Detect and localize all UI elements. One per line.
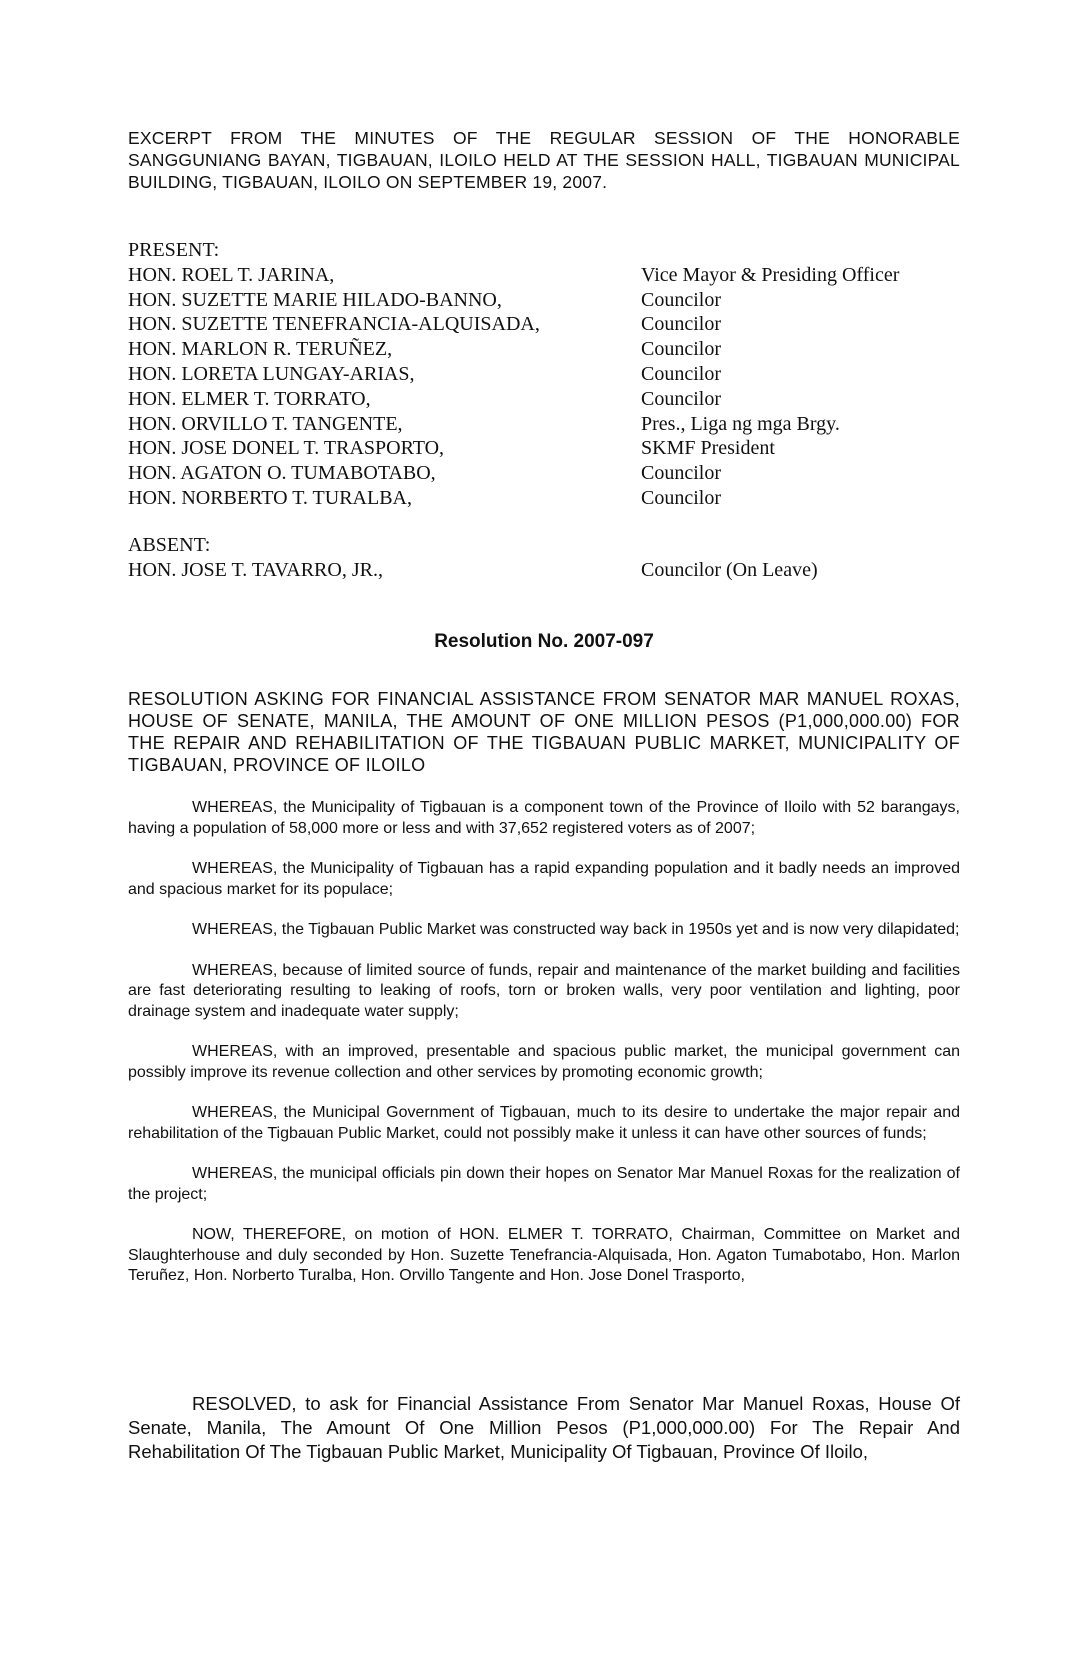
- absentee-name: HON. JOSE T. TAVARRO, JR.,: [128, 558, 383, 581]
- attendee-position: Vice Mayor & Presiding Officer: [641, 263, 900, 286]
- resolution-number: Resolution No. 2007-097: [434, 631, 654, 652]
- whereas-paragraph: WHEREAS, the Municipality of Tigbauan has a rapid expanding population and it badly needs an improved and spacious market for its populace;: [128, 860, 960, 898]
- attendee-row: [128, 461, 899, 486]
- whereas-paragraph: WHEREAS, the municipal officials pin down their hopes on Senator Mar Manuel Roxas for the realization of the project;: [128, 1165, 960, 1203]
- attendee-name: HON. NORBERTO T. TURALBA,: [128, 486, 413, 509]
- attendee-position: Councilor: [641, 338, 721, 361]
- whereas-paragraph: WHEREAS, the Municipality of Tigbauan is a component town of the Province of Iloilo with 52 barangays, having a population of 58,000 more or less and with 37,652 registered voters as of 2007;: [128, 799, 960, 837]
- attendee-position: Pres., Liga ng mga Brgy.: [641, 412, 840, 435]
- absentee-position: Councilor (On Leave): [641, 558, 818, 581]
- attendee-position: Councilor: [641, 313, 721, 336]
- absent-list: [128, 533, 818, 583]
- present-list: [128, 238, 899, 511]
- attendee-row: [128, 412, 899, 437]
- attendee-name: HON. ROEL T. JARINA,: [128, 263, 335, 286]
- attendee-row: [128, 486, 899, 511]
- whereas-paragraph: WHEREAS, with an improved, presentable and spacious public market, the municipal government can possibly improve its revenue collection and other services by promoting economic growth;: [128, 1043, 960, 1081]
- whereas-paragraph: WHEREAS, the Municipal Government of Tigbauan, much to its desire to undertake the major repair and rehabilitation of the Tigbauan Public Market, could not possibly make it unless it can have other sources of funds;: [128, 1104, 960, 1142]
- absent-label: ABSENT:: [128, 534, 211, 556]
- attendee-row: [128, 337, 899, 362]
- attendee-name: HON. MARLON R. TERUÑEZ,: [128, 338, 393, 361]
- whereas-paragraph: WHEREAS, because of limited source of funds, repair and maintenance of the market building and facilities are fast deteriorating resulting to leaking of roofs, torn or broken walls, very poor ventilation and lighting, poor drainage system and inadequate water supply;: [128, 961, 960, 1020]
- attendee-row: [128, 263, 899, 288]
- attendee-name: HON. LORETA LUNGAY-ARIAS,: [128, 362, 415, 385]
- attendee-name: HON. ORVILLO T. TANGENTE,: [128, 412, 403, 435]
- attendee-position: Councilor: [641, 362, 721, 385]
- motion-paragraph: NOW, THEREFORE, on motion of HON. ELMER T. TORRATO, Chairman, Committee on Market and Slaughterhouse and duly seconded by Hon. Suzette Tenefrancia-Alquisada, Hon. Agaton Tumabotabo, Hon. Marlon Teruñez, Hon. Norberto Turalba, Hon. Orvillo Tangente and Hon. Jose Donel Trasporto,: [128, 1226, 960, 1284]
- attendee-row: [128, 436, 899, 461]
- attendee-position: Councilor: [641, 486, 721, 509]
- minutes-heading: EXCERPT FROM THE MINUTES OF THE REGULAR SESSION OF THE HONORABLE SANGGUNIANG BAYAN, TIGBAUAN, ILOILO HELD AT THE SESSION HALL, TIGBAUAN MUNICIPAL BUILDING, TIGBAUAN, ILOILO ON SEPTEMBER 19, 2007.: [128, 128, 960, 192]
- attendee-name: HON. AGATON O. TUMABOTABO,: [128, 462, 436, 485]
- attendee-name: HON. SUZETTE TENEFRANCIA-ALQUISADA,: [128, 313, 540, 336]
- attendee-row: [128, 362, 899, 387]
- attendee-row: [128, 288, 899, 313]
- attendee-position: Councilor: [641, 387, 721, 410]
- absentee-row: [128, 558, 818, 583]
- attendee-position: SKMF President: [641, 437, 775, 460]
- attendee-row: [128, 387, 899, 412]
- attendee-position: Councilor: [641, 462, 721, 485]
- whereas-paragraph: WHEREAS, the Tigbauan Public Market was constructed way back in 1950s yet and is now very dilapidated;: [192, 921, 960, 938]
- resolved-clause: RESOLVED, to ask for Financial Assistance From Senator Mar Manuel Roxas, House Of Senate, Manila, The Amount Of One Million Pesos (P1,000,000.00) For The Repair And Rehabilitation Of The Tigbauan Public Market, Municipality Of Tigbauan, Province Of Iloilo,: [128, 1393, 960, 1462]
- attendee-row: [128, 312, 899, 337]
- whereas-clauses: [128, 798, 960, 1307]
- resolution-title: RESOLUTION ASKING FOR FINANCIAL ASSISTANCE FROM SENATOR MAR MANUEL ROXAS, HOUSE OF SENATE, MANILA, THE AMOUNT OF ONE MILLION PESOS (P1,000,000.00) FOR THE REPAIR AND REHABILITATION OF THE TIGBAUAN PUBLIC MARKET, MUNICIPALITY OF TIGBAUAN, PROVINCE OF ILOILO: [128, 689, 960, 775]
- present-label: PRESENT:: [128, 239, 220, 261]
- attendee-name: HON. SUZETTE MARIE HILADO-BANNO,: [128, 288, 502, 311]
- attendee-position: Councilor: [641, 288, 721, 311]
- attendee-name: HON. ELMER T. TORRATO,: [128, 387, 371, 410]
- attendee-name: HON. JOSE DONEL T. TRASPORTO,: [128, 437, 445, 460]
